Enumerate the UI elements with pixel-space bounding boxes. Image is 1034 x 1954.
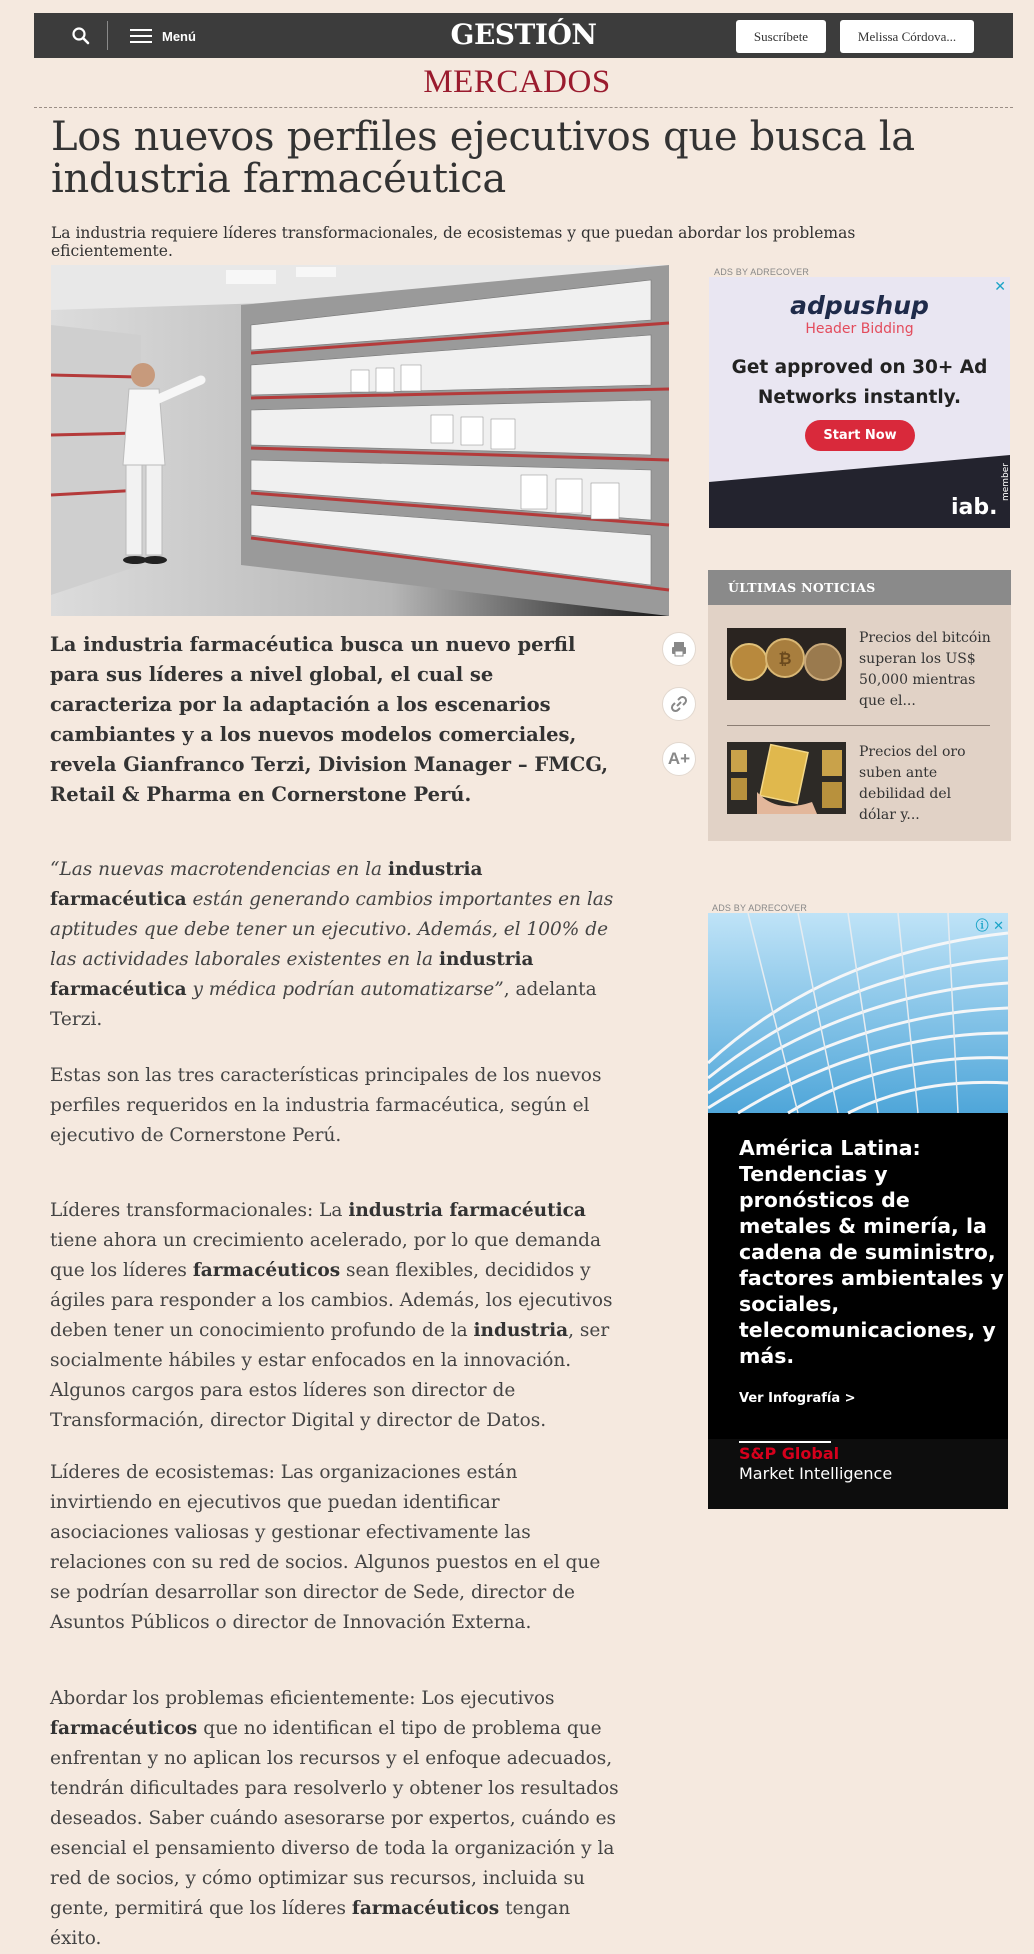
section-divider: [34, 107, 1013, 108]
ad-label: ADS BY ADRECOVER: [714, 267, 810, 277]
keyword: industria farmacéutica: [50, 859, 483, 910]
latest-news-heading: ÚLTIMAS NOTICIAS: [708, 570, 1011, 605]
article-paragraph-3: [50, 1196, 620, 1436]
ad-dark-band: [709, 277, 1010, 528]
ad-copy: Get approved on 30+ Ad Networks instantly.: [731, 357, 988, 408]
sp-rule: [739, 1441, 831, 1443]
ad-close-icon[interactable]: ⓘ ✕: [975, 919, 1004, 934]
article-paragraph-1: [50, 855, 620, 1035]
ad-start-now-button[interactable]: Start Now: [805, 420, 915, 451]
user-account-button[interactable]: Melissa Córdova...: [840, 20, 974, 53]
ad-brand: adpushup: [790, 291, 929, 320]
iab-badge: iab.: [951, 495, 998, 520]
article-paragraph-5: [50, 1684, 620, 1954]
text-segment: , ser socialmente hábiles y estar enfocados en la innovación. Algunos cargos para estos líderes son director de Transformación, director Digital y director de Datos.: [50, 1320, 610, 1431]
article-headline: Los nuevos perfiles ejecutivos que busca la industria farmacéutica: [51, 114, 915, 202]
text-segment: Abordar los problemas eficientemente: Los ejecutivos: [50, 1688, 555, 1709]
news-title[interactable]: Precios del oro suben ante debilidad del dólar y...: [859, 744, 966, 823]
article-lead: La industria farmacéutica busca un nuevo perfil para sus líderes a nivel global, el cual se caracteriza por la adaptación a los escenarios cambiantes y a los nuevos modelos comerciales, revela Gianfranco Terzi, Division Manager – FMCG, Retail & Pharma en Cornerstone Perú.: [50, 633, 609, 806]
text-segment: tengan éxito.: [50, 1898, 571, 1949]
latest-news-widget: [708, 570, 1011, 841]
link-icon: [670, 695, 688, 713]
gold-thumbnail[interactable]: [727, 742, 846, 814]
text-segment: que no identifican el tipo de problema que enfrentan y no aplican los recursos y el enfoque adecuados, tendrán dificultades para resolverlo y obtener los resultados deseados. Saber cuándo asesorarse por expertos, cuándo es esencial el pensamiento diverso de toda la organización y la red de socios, y cómo optimizar sus recursos, incluida su gente, permitirá que los líderes: [50, 1718, 619, 1919]
keyword: industria farmacéutica: [348, 1200, 586, 1221]
subscribe-button[interactable]: Suscríbete: [736, 20, 826, 53]
sp-global-ad[interactable]: [708, 913, 1008, 1509]
keyword: industria farmacéutica: [50, 949, 534, 1000]
quote-attribution: , adelanta Terzi.: [50, 979, 597, 1030]
article-paragraph-2: Estas son las tres características principales de los nuevos perfiles requeridos en la industria farmacéutica, según el ejecutivo de Cornerstone Perú.: [50, 1065, 602, 1146]
ad-headline: América Latina: Tendencias y pronósticos de metales & minería, la cadena de suministro, factores ambientales y sociales, telecomunicaciones, y más.: [739, 1136, 1004, 1368]
menu-label: Menú: [162, 28, 196, 44]
text-segment: sean flexibles, decididos y ágiles para responder a los cambios. Además, los ejecutivos deben tener un conocimiento profundo de la: [50, 1260, 613, 1341]
section-title[interactable]: MERCADOS: [423, 64, 611, 100]
keyword: industria: [473, 1320, 569, 1341]
adpushup-ad[interactable]: [709, 277, 1010, 528]
hamburger-icon: [130, 29, 152, 43]
print-button[interactable]: [662, 632, 696, 666]
keyword: farmacéuticos: [50, 1718, 198, 1739]
ad-close-icon[interactable]: ✕: [994, 279, 1006, 295]
svg-text:₿: ₿: [778, 649, 792, 668]
ad-label: ADS BY ADRECOVER: [712, 903, 808, 913]
article-subtitle: La industria requiere líderes transformacionales, de ecosistemas y que puedan abordar los problemas eficientemente.: [51, 224, 856, 260]
article-hero-image: [51, 265, 669, 616]
menu-button[interactable]: [130, 23, 196, 49]
sp-global-logo: S&P Global: [739, 1444, 840, 1463]
article-paragraph-4: Líderes de ecosistemas: Las organizaciones están invirtiendo en ejecutivos que puedan identificar asociaciones valiosas y gestionar efectivamente las relaciones con su red de socios. Algunos puestos en el que se podrían desarrollar son director de Sede, director de Asuntos Públicos o director de Innovación Externa.: [50, 1462, 601, 1633]
quote-part-c: están generando cambios importantes en las aptitudes que debe tener un ejecutivo. Además, el 100% de las actividades laborales existentes en la: [50, 889, 614, 970]
news-title[interactable]: Precios del bitcóin superan los US$ 50,000 mientras que el...: [859, 630, 991, 709]
copy-link-button[interactable]: [662, 687, 696, 721]
keyword: farmacéuticos: [192, 1260, 341, 1281]
print-icon: [670, 640, 688, 658]
ad-infographic-link[interactable]: Ver Infografía >: [739, 1391, 856, 1406]
quote-part-a: “Las nuevas macrotendencias en la: [50, 859, 388, 880]
quote-part-e: y médica podrían automatizarse”: [186, 979, 504, 1000]
ad-architecture-image: [708, 913, 1008, 1113]
keyword: farmacéuticos: [351, 1898, 500, 1919]
iab-member: member: [1001, 462, 1012, 502]
text-segment: tiene ahora un crecimiento acelerado, por lo que demanda que los líderes: [50, 1230, 601, 1281]
bitcoin-thumbnail[interactable]: [727, 628, 846, 700]
news-separator: [727, 725, 990, 726]
font-size-button[interactable]: A+: [662, 742, 696, 776]
site-logo[interactable]: GESTIÓN: [450, 18, 597, 51]
ad-tagline: Header Bidding: [805, 321, 914, 337]
text-segment: Líderes transformacionales: La: [50, 1200, 349, 1221]
sp-market-intelligence: Market Intelligence: [739, 1464, 893, 1483]
top-nav-bar: [34, 13, 1013, 58]
nav-divider: [107, 21, 108, 50]
search-icon[interactable]: [70, 25, 92, 47]
